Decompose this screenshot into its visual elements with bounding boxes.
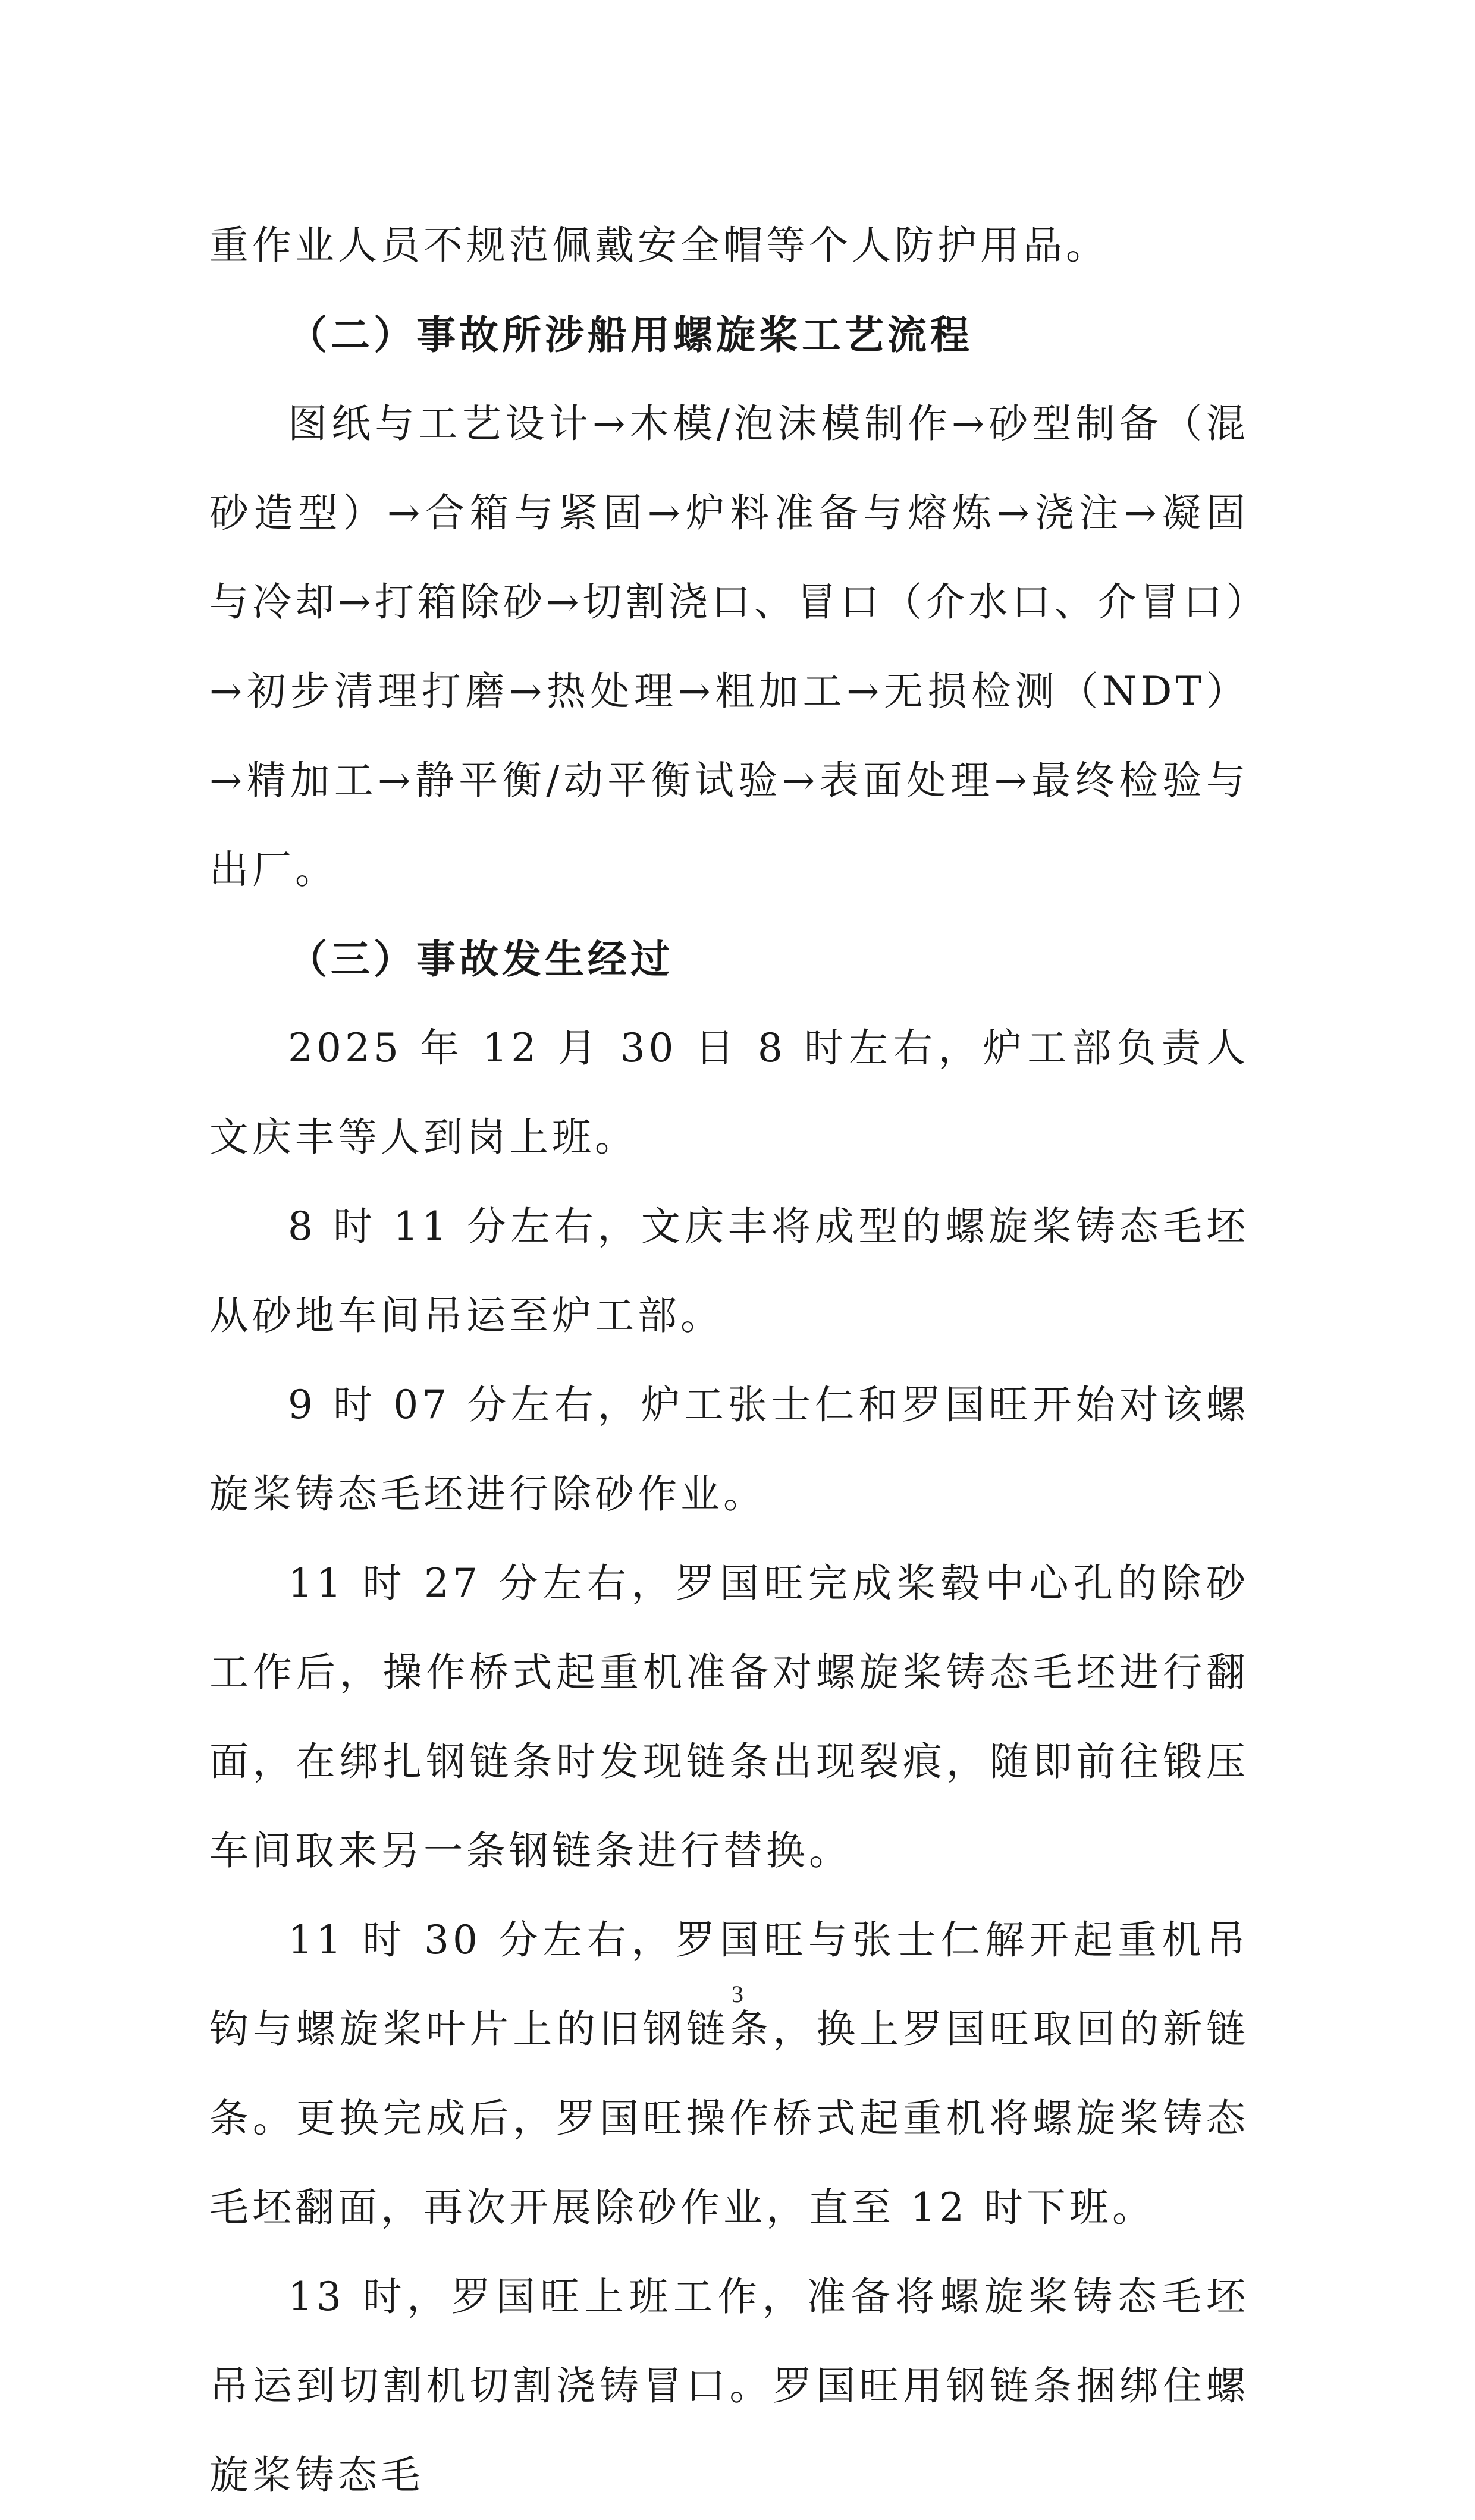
paragraph-event-6: 13 时，罗国旺上班工作，准备将螺旋桨铸态毛坯吊运到切割机切割浇铸冒口。罗国旺用钢链条捆绑住螺旋桨铸态毛	[209, 2274, 1249, 2498]
paragraph-event-4: 11 时 27 分左右，罗国旺完成桨毂中心孔的除砂工作后，操作桥式起重机准备对螺旋桨铸态毛坯进行翻面，在绑扎钢链条时发现链条出现裂痕，随即前往锻压车间取来另一条钢链条进行替换。	[209, 1560, 1249, 1874]
paragraph-event-1: 2025 年 12 月 30 日 8 时左右，炉工部负责人文庆丰等人到岗上班。	[209, 1025, 1249, 1160]
section-heading-2: （二）事故所涉船用螺旋桨工艺流程	[288, 312, 973, 358]
page-number: 3	[732, 1981, 743, 2007]
paragraph-event-3: 9 时 07 分左右，炉工张士仁和罗国旺开始对该螺旋桨铸态毛坯进行除砂作业。	[209, 1382, 1249, 1517]
body-text	[209, 201, 1249, 2520]
paragraph-event-2: 8 时 11 分左右，文庆丰将成型的螺旋桨铸态毛坯从砂地车间吊运至炉工部。	[209, 1204, 1249, 1338]
paragraph-event-5: 11 时 30 分左右，罗国旺与张士仁解开起重机吊钩与螺旋桨叶片上的旧钢链条，换上罗国旺取回的新链条。更换完成后，罗国旺操作桥式起重机将螺旋桨铸态毛坯翻面，再次开展除砂作业，直至 12 时下班。	[209, 1917, 1249, 2230]
section-heading-3: （三）事故发生经过	[288, 936, 673, 982]
paragraph-continuation: 重作业人员不规范佩戴安全帽等个人防护用品。	[209, 222, 1109, 268]
paragraph-process-flow: 图纸与工艺设计→木模/泡沫模制作→砂型制备（混砂造型）→合箱与紧固→炉料准备与熔炼→浇注→凝固与冷却→打箱除砂→切割浇口、冒口（介水口、介冒口）→初步清理打磨→热处理→粗加工→无损检测（NDT）→精加工→静平衡/动平衡试验→表面处理→最终检验与出厂。	[209, 401, 1249, 893]
